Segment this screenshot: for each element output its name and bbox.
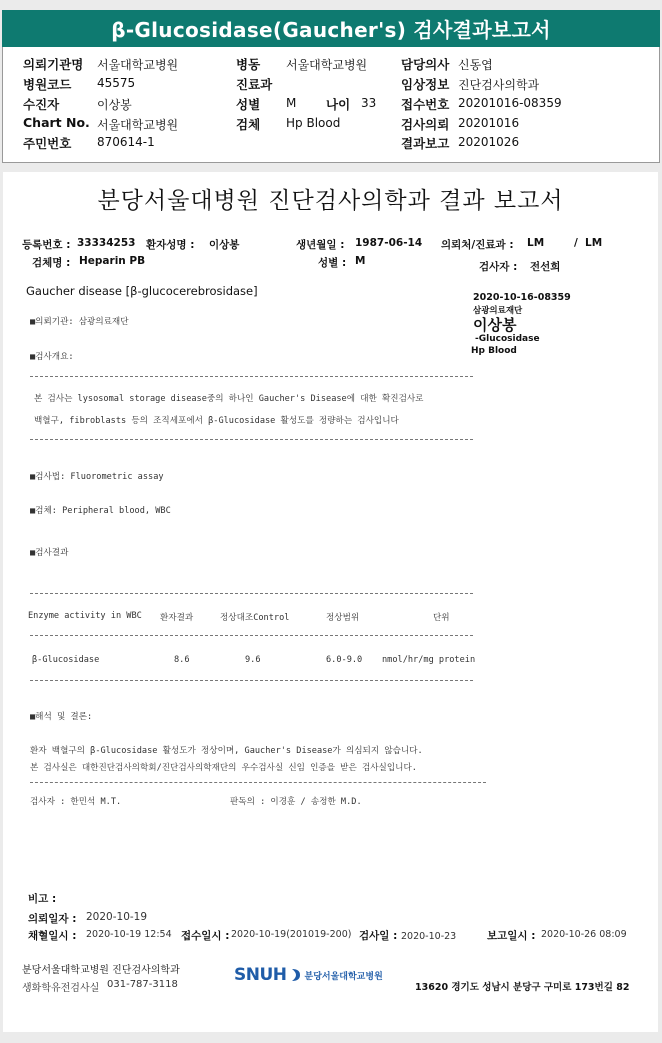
label-department: 진료과 xyxy=(236,77,273,92)
method-line: ■검사법: Fluorometric assay xyxy=(30,472,164,482)
table-cell-unit: nmol/hr/mg protein xyxy=(382,655,476,665)
value-chart-no: 서울대학교병원 xyxy=(97,118,179,132)
institution-line: ■의뢰기관: 삼광의료재단 xyxy=(30,317,129,327)
dob-value: 1987-06-14 xyxy=(355,237,423,249)
overview-line-1: 본 검사는 lysosomal storage disease중의 하나인 Gaucher's Disease에 대한 확진검사로 xyxy=(34,394,424,404)
sex-value: M xyxy=(355,255,366,267)
report-time-value: 2020-10-26 08:09 xyxy=(541,929,627,940)
overview-line-2: 백혈구, fibroblasts 등의 조직세포에서 β-Glucosidase 활성도를 정량하는 검사입니다 xyxy=(34,416,399,426)
footer-organization: 분당서울대학교병원 진단검사의학과 xyxy=(22,965,180,976)
table-header-control: 정상대조Control xyxy=(220,613,290,623)
divider xyxy=(30,376,473,377)
table-cell-control: 9.6 xyxy=(245,655,261,665)
footer-lab: 생화학유전검사실 xyxy=(22,983,100,994)
label-accession: 접수번호 xyxy=(401,97,450,112)
tester-value: 전선희 xyxy=(530,261,561,273)
table-cell-range: 6.0-9.0 xyxy=(326,655,363,665)
label-result-report: 결과보고 xyxy=(401,136,450,151)
examiner-line: 검사자 : 한민석 M.T. xyxy=(30,797,122,807)
label-age: 나이 xyxy=(326,97,351,112)
value-hospital-code: 45575 xyxy=(97,76,136,90)
label-chart-no: Chart No. xyxy=(23,115,90,130)
lab-report-sheet xyxy=(3,172,658,1032)
value-result-report: 20201026 xyxy=(458,135,520,149)
table-header-patient: 환자결과 xyxy=(160,613,194,623)
footer-address: 13620 경기도 성남시 분당구 구미로 173번길 82 xyxy=(415,982,630,993)
draw-time-value: 2020-10-19 12:54 xyxy=(86,929,172,940)
divider xyxy=(30,680,473,681)
label-hospital-code: 병원코드 xyxy=(23,77,72,92)
value-resident-no: 870614-1 xyxy=(97,135,155,149)
label-clinical-info: 임상정보 xyxy=(401,77,450,92)
table-header-range: 정상범위 xyxy=(326,613,360,623)
stamp-specimen: Hp Blood xyxy=(471,346,517,356)
overview-heading: ■검사개요: xyxy=(30,352,74,362)
result-heading: ■검사결과 xyxy=(30,548,69,558)
interpretation-line-1: 환자 백혈구의 β-Glucosidase 활성도가 정상이며, Gaucher's Disease가 의심되지 않습니다. xyxy=(30,746,423,756)
logo-hospital-name: 분당서울대학교병원 xyxy=(304,971,383,982)
value-specimen: Hp Blood xyxy=(286,116,341,130)
stamp-test: -Glucosidase xyxy=(475,334,540,344)
reg-no-value: 33334253 xyxy=(77,237,136,249)
draw-time-label: 채혈일시 : xyxy=(28,930,77,942)
label-resident-no: 주민번호 xyxy=(23,136,72,151)
logo-emblem-icon xyxy=(289,967,303,983)
receipt-time-value: 2020-10-19(201019-200) xyxy=(231,929,352,940)
patient-name-value: 이상봉 xyxy=(209,239,240,251)
logo-snuh: SNUH xyxy=(234,965,287,985)
value-sex: M xyxy=(286,96,297,110)
report-time-label: 보고일시 : xyxy=(487,930,536,942)
test-date-value: 2020-10-23 xyxy=(401,931,457,942)
dept-value-2: LM xyxy=(585,237,603,249)
value-clinical-info: 진단검사의학과 xyxy=(458,78,540,92)
dept-value-1: LM xyxy=(527,237,545,249)
header-title: β-Glucosidase(Gaucher's) 검사결과보고서 xyxy=(111,18,551,42)
stamp-accession: 2020-10-16-08359 xyxy=(473,292,571,303)
label-ward: 병동 xyxy=(236,57,261,72)
dept-label: 의뢰처/진료과 : xyxy=(441,239,514,251)
reader-line: 판독의 : 이경훈 / 송정한 M.D. xyxy=(230,797,362,807)
stamp-patient: 이상봉 xyxy=(473,316,517,334)
divider xyxy=(30,635,473,636)
receipt-time-label: 접수일시 : xyxy=(181,930,230,942)
patient-name-label: 환자성명 : xyxy=(146,239,195,251)
request-date-value: 2020-10-19 xyxy=(86,911,148,923)
value-patient: 이상봉 xyxy=(97,98,132,112)
patient-info-box xyxy=(2,47,660,163)
footer-phone: 031-787-3118 xyxy=(107,979,178,990)
dept-separator: / xyxy=(574,237,578,249)
value-ward: 서울대학교병원 xyxy=(286,58,368,72)
hospital-logo xyxy=(234,964,383,986)
specimen-label-stamp xyxy=(471,292,604,360)
label-doctor: 담당의사 xyxy=(401,57,450,72)
label-specimen: 검체 xyxy=(236,117,261,132)
value-test-request: 20201016 xyxy=(458,116,520,130)
reg-no-label: 등록번호 : xyxy=(22,239,71,251)
table-header-enzyme: Enzyme activity in WBC xyxy=(28,611,142,621)
value-age: 33 xyxy=(361,96,377,110)
table-header-unit: 단위 xyxy=(433,613,450,623)
label-sex: 성별 xyxy=(236,97,261,112)
divider xyxy=(30,593,473,594)
label-patient: 수진자 xyxy=(23,97,60,112)
specimen-name-label: 검체명 : xyxy=(32,257,71,269)
report-title-banner xyxy=(2,10,660,47)
divider xyxy=(30,439,473,440)
dob-label: 생년월일 : xyxy=(296,239,345,251)
specimen-name-value: Heparin PB xyxy=(79,255,146,267)
label-test-request: 검사의뢰 xyxy=(401,117,450,132)
label-institution: 의뢰기관명 xyxy=(23,57,84,72)
table-cell-patient: 8.6 xyxy=(174,655,190,665)
table-cell-enzyme: β-Glucosidase xyxy=(32,655,100,665)
value-accession: 20201016-08359 xyxy=(458,96,562,110)
test-date-label: 검사일 : xyxy=(359,930,398,942)
interpretation-line-2: 본 검사실은 대한진단검사의학회/진단검사의학재단의 우수검사실 신임 인증을 받은 검사실입니다. xyxy=(30,763,417,773)
specimen-line: ■검체: Peripheral blood, WBC xyxy=(30,506,171,516)
interpretation-heading: ■해석 및 결론: xyxy=(30,712,93,722)
tester-label: 검사자 : xyxy=(479,261,518,273)
value-institution: 서울대학교병원 xyxy=(97,58,179,72)
divider xyxy=(30,782,486,783)
sex-label: 성별 : xyxy=(318,257,347,269)
report-heading: 분당서울대병원 진단검사의학과 결과 보고서 xyxy=(97,188,564,214)
value-doctor: 신동엽 xyxy=(458,58,493,72)
section-title: Gaucher disease [β-glucocerebrosidase] xyxy=(26,284,258,298)
note-label: 비고 : xyxy=(28,893,57,905)
request-date-label: 의뢰일자 : xyxy=(28,913,77,925)
stamp-institution: 삼광의료재단 xyxy=(473,306,523,316)
